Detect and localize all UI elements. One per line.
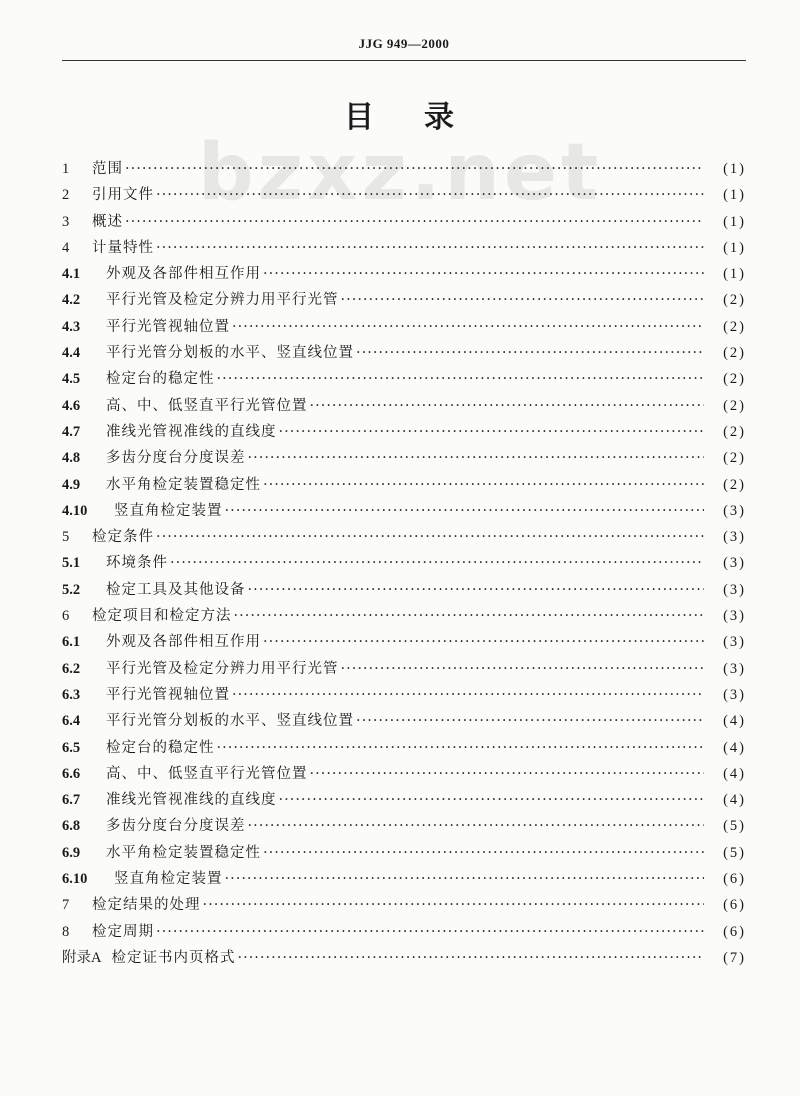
toc-entry-number: 6.4 (62, 713, 81, 730)
toc-dot-leader (279, 787, 705, 813)
toc-entry-page: (4) (723, 765, 746, 782)
toc-entry-title: 概述 (92, 213, 123, 230)
toc-entry-number: 3 (62, 213, 70, 230)
toc-dot-leader (203, 892, 705, 918)
toc-entry-title: 环境条件 (106, 555, 168, 572)
toc-entry-title: 平行光管分划板的水平、竖直线位置 (106, 345, 354, 362)
toc-entry-page: (1) (723, 187, 746, 204)
toc-entry[interactable] (62, 261, 746, 287)
toc-dot-leader (225, 498, 705, 524)
toc-entry[interactable] (62, 892, 746, 918)
toc-dot-leader (232, 682, 704, 708)
toc-entry-number: 4.4 (62, 345, 81, 362)
toc-entry-title: 高、中、低竖直平行光管位置 (106, 397, 308, 414)
toc-entry[interactable] (62, 629, 746, 655)
toc-entry[interactable] (62, 708, 746, 734)
toc-dot-leader (156, 182, 704, 208)
toc-entry-page: (3) (723, 634, 746, 651)
toc-entry-number: 4.9 (62, 476, 81, 493)
toc-dot-leader (310, 393, 705, 419)
toc-entry-number: 5.2 (62, 581, 81, 598)
toc-entry-page: (6) (723, 871, 746, 888)
toc-dot-leader (232, 314, 704, 340)
toc-entry[interactable] (62, 472, 746, 498)
toc-entry[interactable] (62, 209, 746, 235)
toc-entry-title: 多齿分度台分度误差 (106, 818, 246, 835)
toc-entry-page: (5) (723, 818, 746, 835)
toc-entry-title: 多齿分度台分度误差 (106, 450, 246, 467)
toc-dot-leader (356, 708, 704, 734)
toc-dot-leader (341, 656, 705, 682)
toc-entry-title: 计量特性 (92, 239, 154, 256)
toc-dot-leader (156, 235, 704, 261)
toc-entry-page: (3) (723, 608, 746, 625)
toc-entry-number: 6.10 (62, 871, 88, 888)
toc-entry-title: 水平角检定装置稳定性 (106, 476, 261, 493)
page-title (0, 92, 800, 136)
toc-entry-number: 附录A (62, 949, 102, 966)
toc-entry-page: (3) (723, 686, 746, 703)
toc-entry-number: 4.8 (62, 450, 81, 467)
toc-entry-number: 5 (62, 529, 70, 546)
toc-entry-number: 2 (62, 187, 70, 204)
toc-entry-title: 检定台的稳定性 (106, 371, 215, 388)
toc-entry-number: 4 (62, 239, 70, 256)
toc-entry-number: 6.7 (62, 792, 81, 809)
toc-entry-title: 检定周期 (92, 923, 154, 940)
toc-entry-page: (4) (723, 792, 746, 809)
toc-entry-page: (1) (723, 266, 746, 283)
toc-entry-page: (3) (723, 502, 746, 519)
toc-entry[interactable] (62, 156, 746, 182)
toc-entry[interactable] (62, 498, 746, 524)
toc-entry[interactable] (62, 919, 746, 945)
toc-dot-leader (263, 472, 704, 498)
toc-entry-number: 1 (62, 161, 70, 177)
toc-entry-title: 水平角检定装置稳定性 (106, 844, 261, 861)
toc-entry-title: 引用文件 (92, 187, 154, 204)
toc-entry[interactable] (62, 182, 746, 208)
toc-entry-number: 6.3 (62, 686, 81, 703)
toc-entry[interactable] (62, 945, 746, 971)
toc-entry-page: (2) (723, 292, 746, 309)
toc-dot-leader (341, 287, 705, 313)
toc-dot-leader (263, 840, 704, 866)
toc-dot-leader (170, 550, 704, 576)
toc-dot-leader (263, 261, 704, 287)
toc-entry-title: 检定结果的处理 (92, 897, 201, 914)
toc-entry-title: 检定项目和检定方法 (92, 608, 232, 625)
toc-entry[interactable] (62, 340, 746, 366)
toc-entry[interactable] (62, 735, 746, 761)
toc-entry-title: 范围 (92, 161, 123, 177)
toc-dot-leader (356, 340, 704, 366)
toc-entry-number: 8 (62, 923, 70, 940)
toc-entry-number: 6.6 (62, 765, 81, 782)
toc-entry-title: 平行光管及检定分辨力用平行光管 (106, 660, 339, 677)
toc-entry-number: 7 (62, 897, 70, 914)
toc-entry-page: (2) (723, 345, 746, 362)
toc-entry-title: 竖直角检定装置 (114, 871, 223, 888)
toc-entry-page: (6) (723, 923, 746, 940)
toc-entry-page: (1) (723, 213, 746, 230)
toc-entry-page: (2) (723, 423, 746, 440)
toc-entry[interactable] (62, 524, 746, 550)
toc-entry[interactable] (62, 656, 746, 682)
toc-entry[interactable] (62, 235, 746, 261)
toc-entry[interactable] (62, 840, 746, 866)
toc-entry-number: 4.5 (62, 371, 81, 388)
toc-dot-leader (263, 629, 704, 655)
toc-entry[interactable] (62, 445, 746, 471)
toc-entry[interactable] (62, 813, 746, 839)
toc-entry[interactable] (62, 787, 746, 813)
toc-entry-title: 检定台的稳定性 (106, 739, 215, 756)
toc-entry-page: (3) (723, 555, 746, 572)
toc-entry-title: 外观及各部件相互作用 (106, 634, 261, 651)
toc-entry-page: (3) (723, 529, 746, 546)
toc-entry-page: (2) (723, 397, 746, 414)
toc-entry-title: 平行光管及检定分辨力用平行光管 (106, 292, 339, 309)
toc-entry[interactable] (62, 682, 746, 708)
toc-entry-number: 6.8 (62, 818, 81, 835)
toc-entry-number: 4.10 (62, 502, 88, 519)
toc-entry[interactable] (62, 550, 746, 576)
document-header-code: JJG 949—2000 (358, 36, 450, 51)
toc-entry-page: (4) (723, 713, 746, 730)
toc-entry-title: 检定工具及其他设备 (106, 581, 246, 598)
toc-entry-number: 4.2 (62, 292, 81, 309)
toc-entry[interactable] (62, 287, 746, 313)
toc-entry-number: 6.1 (62, 634, 81, 651)
toc-entry-page: (1) (723, 161, 746, 177)
toc-entry[interactable] (62, 866, 746, 892)
toc-entry[interactable] (62, 761, 746, 787)
toc-entry-page: (6) (723, 897, 746, 914)
toc-entry[interactable] (62, 314, 746, 340)
toc-entry[interactable] (62, 603, 746, 629)
toc-dot-leader (156, 919, 704, 945)
toc-entry-page: (3) (723, 660, 746, 677)
toc-dot-leader (225, 866, 705, 892)
toc-entry-title: 外观及各部件相互作用 (106, 266, 261, 283)
toc-dot-leader (217, 366, 705, 392)
toc-entry-page: (3) (723, 581, 746, 598)
toc-dot-leader (237, 945, 704, 971)
toc-dot-leader (310, 761, 705, 787)
toc-entry[interactable] (62, 366, 746, 392)
toc-dot-leader (217, 735, 705, 761)
toc-dot-leader (234, 603, 705, 629)
toc-entry-number: 6 (62, 608, 70, 625)
toc-entry-number: 6.2 (62, 660, 81, 677)
title-char-2: 录 (424, 100, 456, 135)
toc-entry-number: 6.9 (62, 844, 81, 861)
toc-entry-page: (2) (723, 476, 746, 493)
toc-entry[interactable] (62, 419, 746, 445)
toc-dot-leader (125, 209, 704, 235)
toc-entry-title: 竖直角检定装置 (114, 502, 223, 519)
toc-entry-number: 4.3 (62, 318, 81, 335)
toc-dot-leader (248, 813, 705, 839)
toc-dot-leader (248, 577, 705, 603)
toc-dot-leader (279, 419, 705, 445)
toc-entry-title: 平行光管视轴位置 (106, 686, 230, 703)
toc-entry-page: (5) (723, 844, 746, 861)
toc-entry-number: 4.7 (62, 423, 81, 440)
toc-dot-leader (125, 156, 704, 182)
toc-entry-number: 5.1 (62, 555, 81, 572)
toc-entry-title: 平行光管视轴位置 (106, 318, 230, 335)
watermark-logo: bzxz.net (197, 128, 603, 218)
toc-dot-leader (156, 524, 704, 550)
toc-entry-page: (7) (723, 949, 746, 966)
toc-entry[interactable] (62, 577, 746, 603)
toc-entry-page: (4) (723, 739, 746, 756)
table-of-contents (62, 156, 746, 971)
toc-entry-title: 检定证书内页格式 (111, 949, 236, 966)
toc-entry-page: (1) (723, 239, 746, 256)
toc-entry-title: 准线光管视准线的直线度 (106, 423, 277, 440)
toc-dot-leader (248, 445, 705, 471)
toc-entry-page: (2) (723, 450, 746, 467)
toc-entry-title: 检定条件 (92, 529, 154, 546)
toc-entry-number: 4.1 (62, 266, 81, 283)
toc-entry-number: 6.5 (62, 739, 81, 756)
toc-entry-title: 高、中、低竖直平行光管位置 (106, 765, 308, 782)
toc-entry-title: 平行光管分划板的水平、竖直线位置 (106, 713, 354, 730)
toc-entry-page: (2) (723, 318, 746, 335)
header-divider (62, 60, 746, 61)
toc-entry-title: 准线光管视准线的直线度 (106, 792, 277, 809)
title-char-1: 目 (344, 100, 376, 135)
toc-entry-page: (2) (723, 371, 746, 388)
toc-entry[interactable] (62, 393, 746, 419)
toc-entry-number: 4.6 (62, 397, 81, 414)
